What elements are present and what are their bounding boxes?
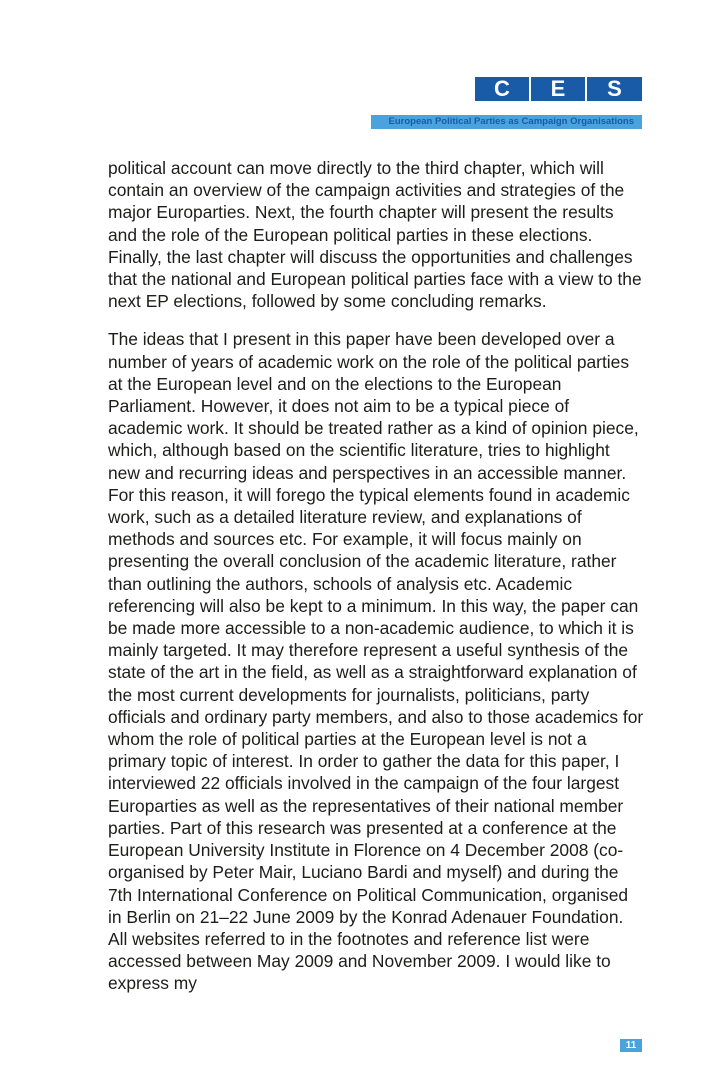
ces-logo <box>475 77 642 101</box>
logo-letter-e: E <box>531 77 585 101</box>
page-number: 11 <box>620 1039 642 1052</box>
running-header-bar <box>371 115 642 129</box>
logo-letter-c: C <box>475 77 529 101</box>
body-text <box>108 157 644 1011</box>
paragraph: political account can move directly to the third chapter, which will contain an overview of the campaign activities and strategies of the major Europarties. Next, the fourth chapter will present the results and the role of the European political parties in these elections. Finally, the last chapter will discuss the opportunities and challenges that the national and European political parties face with a view to the next EP elections, followed by some concluding remarks. <box>108 158 642 312</box>
logo-letter-s: S <box>587 77 642 101</box>
running-header-title: European Political Parties as Campaign Organisations <box>388 116 634 127</box>
paragraph: The ideas that I present in this paper have been developed over a number of years of academic work on the role of the political parties at the European level and on the elections to the European Parliament. However, it does not aim to be a typical piece of academic work. It should be treated rather as a kind of opinion piece, which, although based on the scientific literature, tries to highlight new and recurring ideas and perspectives in an accessible manner. For this reason, it will forego the typical elements found in academic work, such as a detailed literature review, and explanations of methods and sources etc. For example, it will focus mainly on presenting the overall conclusion of the academic literature, rather than outlining the authors, schools of analysis etc. Academic referencing will also be kept to a minimum. In this way, the paper can be made more accessible to a non-academic audience, to which it is mainly targeted. It may therefore represent a useful synthesis of the state of the art in the field, as well as a straightforward explanation of the most current developments for journalists, politicians, party officials and ordinary party members, and also to those academics for whom the role of political parties at the European level is not a primary topic of interest. In order to gather the data for this paper, I interviewed 22 officials involved in the campaign of the four largest Europarties as well as the representatives of their national member parties. Part of this research was presented at a conference at the European University Institute in Florence on 4 December 2008 (co-organised by Peter Mair, Luciano Bardi and myself) and during the 7th International Conference on Political Communication, organised in Berlin on 21–22 June 2009 by the Konrad Adenauer Foundation. All websites referred to in the footnotes and reference list were accessed between May 2009 and November 2009. I would like to express my <box>108 329 644 994</box>
